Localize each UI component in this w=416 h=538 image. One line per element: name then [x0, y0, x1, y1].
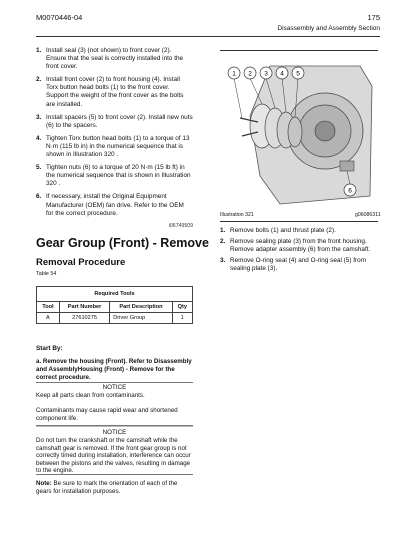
column-header: Qty [172, 302, 192, 313]
figure-rule [220, 221, 378, 222]
step-text: If necessary, install the Original Equipment Manufacturer (OEM) fan drive. Refer to the OEM for the correct procedure. [46, 193, 184, 217]
table-caption: Table 54 [36, 271, 57, 277]
illustration-id: g06086311 [355, 212, 381, 218]
step-text: Tighten nuts (6) to a torque of 20 N·m (15 lb ft) in the numerical sequence that is shown in Illustration 320 . [46, 164, 191, 188]
note [36, 480, 193, 495]
header-divider [36, 36, 380, 37]
start-by-item: a. Remove the housing (Front). Refer to Disassembly and AssemblyHousing (Front) - Remove for the correct procedure. [36, 358, 192, 381]
table-cell: 1 [172, 313, 192, 324]
callout-1 [228, 67, 240, 79]
callout-4 [276, 67, 288, 79]
callout-2 [244, 67, 256, 79]
step [36, 135, 193, 159]
step-number: 6. [36, 193, 42, 201]
notice-heading: NOTICE [102, 384, 127, 391]
front-gear-illustration [220, 56, 378, 208]
notice-rule [36, 382, 193, 383]
step [220, 227, 382, 235]
install-steps [36, 47, 193, 229]
column-header: Part Number [59, 302, 109, 313]
table-cell: Driver Group [110, 313, 172, 324]
notice-heading: NOTICE [102, 429, 127, 436]
reference-id: i06749509 [168, 222, 193, 229]
svg-text:2: 2 [248, 70, 252, 78]
step [220, 257, 382, 273]
step-number: 2. [220, 238, 226, 245]
step-text: Install front cover (2) to front housing (4). Install Torx button head bolts (1) to the front cover. Support the weight of the front cover as the bolts are installed. [46, 76, 184, 108]
document-id: M0070446-04 [36, 13, 83, 22]
notice-text: Do not turn the crankshaft or the camshaft while the camshaft gear is removed. If the front gear group is not correctly timed during installation, interference can occur between the pistons and the valves, resulting in damage to the engine. [36, 437, 191, 475]
note-label: Note: [36, 480, 52, 487]
step-number: 3. [36, 113, 42, 121]
callout-3 [260, 67, 272, 79]
step [36, 47, 193, 71]
step [36, 76, 193, 108]
step-text: Install seal (3) (not shown) to front cover (2). Ensure that the seal is correctly installed into the front cover. [46, 47, 184, 71]
svg-text:3: 3 [264, 70, 268, 78]
step-number: 5. [36, 164, 42, 172]
step-text: Remove bolts (1) and thrust plate (2). [230, 227, 336, 234]
step [220, 238, 382, 254]
table-cell: A [37, 313, 60, 324]
callout-6 [344, 184, 356, 196]
step-text: Remove sealing plate (3) from the front housing. Remove adapter assembly (6) from the camshaft. [230, 238, 371, 253]
note-text: Be sure to mark the orientation of each of the gears for installation purposes. [36, 480, 178, 495]
notice-text: Contaminants may cause rapid wear and shortened component life. [36, 407, 178, 422]
notice-text: Keep all parts clean from contaminants. [36, 392, 145, 399]
section-title: Gear Group (Front) - Remove [36, 236, 209, 250]
start-by-label: Start By: [36, 345, 63, 352]
step-text: Install spacers (5) to front cover (2). Install new nuts (6) to the spacers. [46, 113, 193, 129]
step-text: Remove O-ring seal (4) and O-ring seal (5) from sealing plate (3). [230, 257, 367, 272]
step [36, 114, 193, 130]
step-number: 2. [36, 76, 42, 84]
table-title: Required Tools [37, 287, 193, 302]
notice-rule [36, 426, 193, 427]
svg-text:1: 1 [232, 70, 236, 78]
step [36, 164, 193, 188]
required-tools-table [36, 286, 193, 324]
svg-text:5: 5 [296, 70, 300, 78]
callout-5 [292, 67, 304, 79]
figure-rule [220, 50, 378, 51]
page-number: 175 [367, 13, 380, 22]
svg-text:6: 6 [348, 187, 352, 195]
table-row [37, 313, 193, 324]
notice-rule [36, 474, 193, 475]
procedure-title: Removal Procedure [36, 257, 126, 268]
section-name: Disassembly and Assembly Section [277, 25, 380, 32]
table-cell: 27610275 [59, 313, 109, 324]
step-number: 1. [220, 227, 226, 234]
column-header: Part Description [110, 302, 172, 313]
svg-text:4: 4 [280, 70, 284, 78]
step-number: 3. [220, 257, 226, 264]
step-number: 1. [36, 47, 42, 54]
illustration-caption: Illustration 321 [220, 212, 254, 218]
step [36, 193, 193, 217]
step-number: 4. [36, 134, 42, 142]
step-text: Tighten Torx button head bolts (1) to a torque of 13 N·m (115 lb in) in the numerical sequence that is shown in Illustration 320 . [46, 134, 190, 159]
column-header: Tool [37, 302, 60, 313]
removal-steps [220, 227, 382, 276]
